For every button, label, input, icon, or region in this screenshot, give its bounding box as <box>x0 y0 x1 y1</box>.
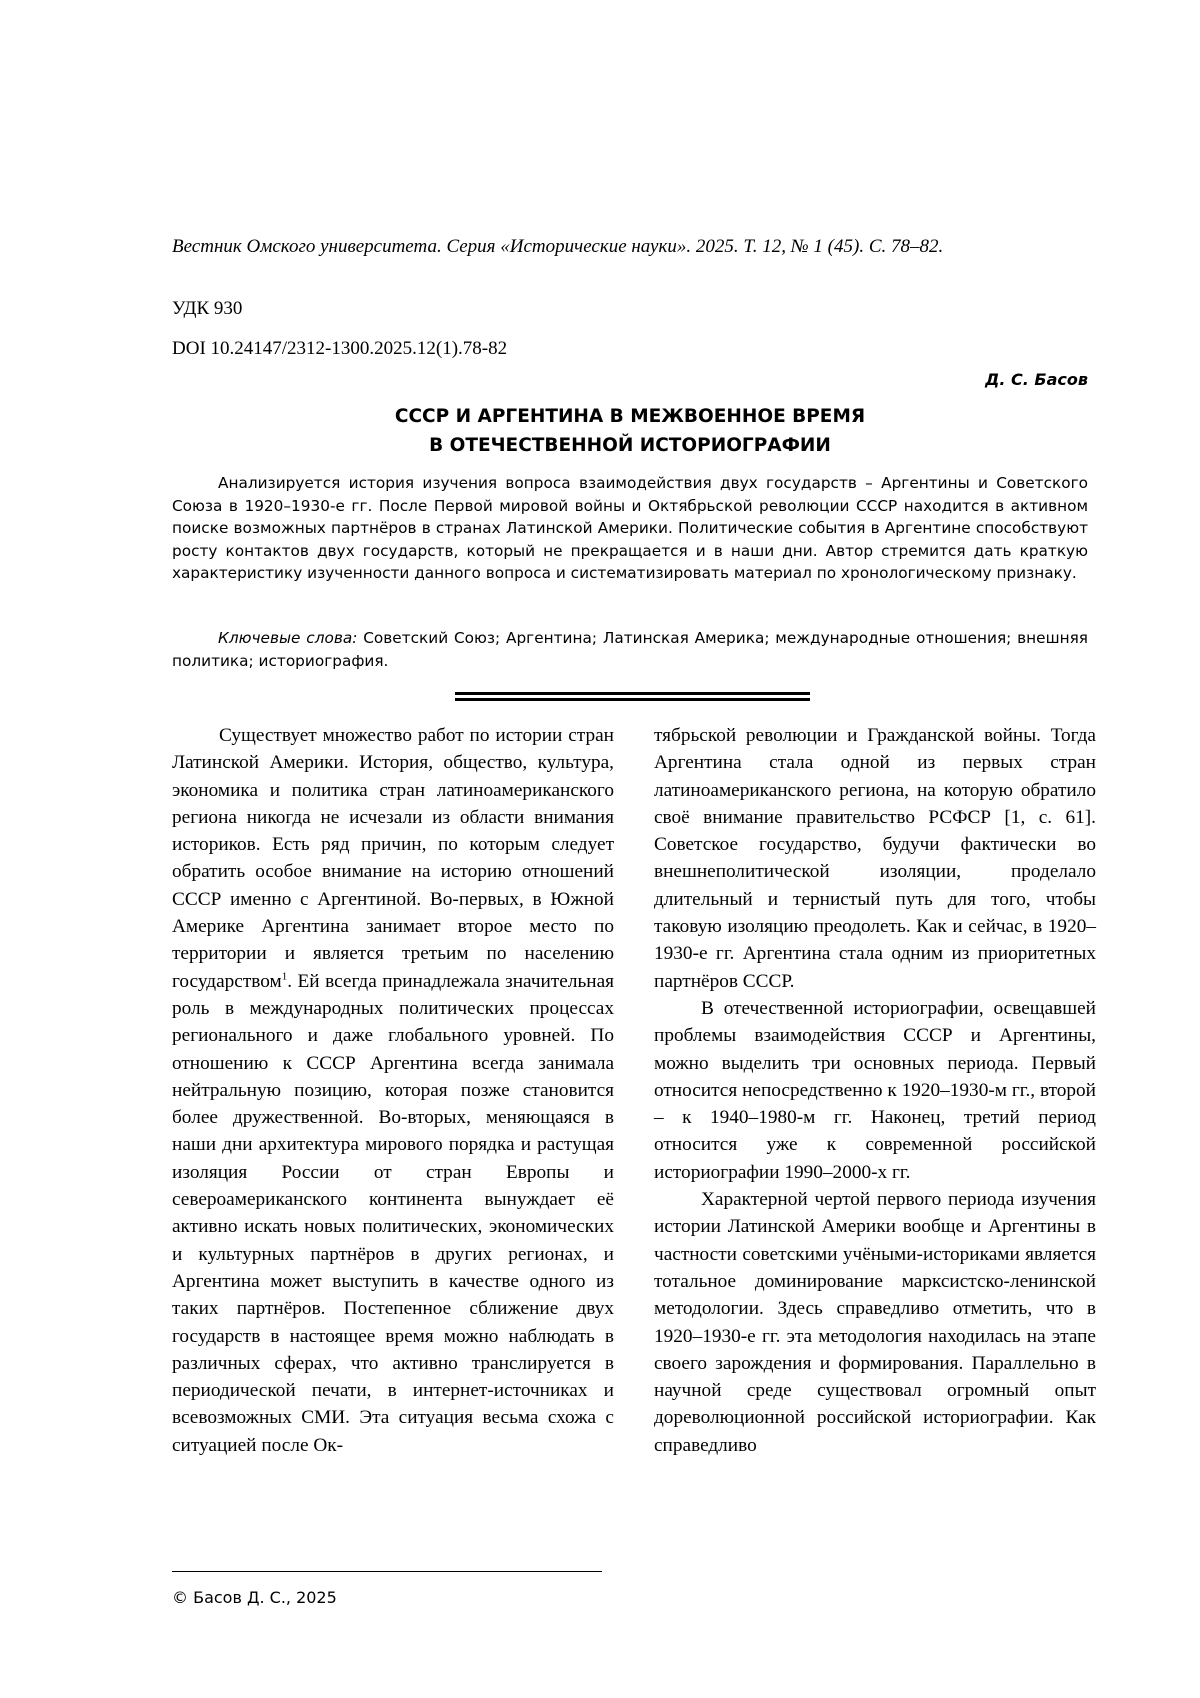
body-column-left <box>172 722 614 1459</box>
keywords <box>172 627 1088 672</box>
keywords-label: Ключевые слова: <box>218 629 358 647</box>
author-name: Д. С. Басов <box>985 370 1088 389</box>
body-paragraph: В отечественной историографии, освещавшей проблемы взаимодействия СССР и Аргентины, можно выделить три основных периода. Первый относится непосредственно к 1920–1930-м гг., второй – к 1940–1980-м гг. Наконец, третий период относится уже к современной российской историографии 1990–2000-х гг. <box>654 997 1096 1183</box>
journal-reference: Вестник Омского университета. Серия «Исторические науки». 2025. Т. 12, № 1 (45). С. 78–82. <box>172 236 944 257</box>
paragraph-text: . Ей всегда принадлежала значительная роль в международных политических процессах регионального и даже глобального уровней. По отношению к СССР Аргентина всегда занимала нейтральную позицию, которая позже становится более дружественной. Во-вторых, меняющаяся в наши дни архитектура мирового порядка и растущая изоляция России от стран Европы и североамериканского континента вынуждает её активно искать новых политических, экономических и культурных партнёров в других регионах, и Аргентина может выступить в качестве одного из таких партнёров. Постепенное сближение двух государств в настоящее время можно наблюдать в различных сферах, что активно транслируется в периодической печати, в интернет-источниках и всевозможных СМИ. Эта ситуация весьма схожа с ситуацией после Ок- <box>172 970 614 1456</box>
article-title-line-1: СССР И АРГЕНТИНА В МЕЖВОЕННОЕ ВРЕМЯ <box>394 406 866 427</box>
abstract: Анализируется история изучения вопроса взаимодействия двух государств – Аргентины и Советского Союза в 1920–1930-е гг. После Первой мировой войны и Октябрьской революции СССР находится в активном поиске возможных партнёров в странах Латинской Америки. Политические события в Аргентине способствуют росту контактов двух государств, который не прекращается и в наши дни. Автор стремится дать краткую характеристику изученности данного вопроса и систематизировать материал по хронологическому признаку. <box>172 474 1088 583</box>
doi: DOI 10.24147/2312-1300.2025.12(1).78-82 <box>172 338 508 359</box>
copyright-notice: © Басов Д. С., 2025 <box>172 1588 337 1607</box>
section-separator <box>455 692 810 701</box>
body-paragraph: Характерной чертой первого периода изучения истории Латинской Америки вообще и Аргентины в частности советскими учёными-историками является тотальное доминирование марксистско-ленинской методологии. Здесь справедливо отметить, что в 1920–1930-е гг. эта методология находилась на этапе своего зарождения и формирования. Параллельно в научной среде существовал огромный опыт дореволюционной российской историографии. Как справедливо <box>654 1189 1096 1456</box>
body-paragraph <box>172 722 614 1459</box>
article-title <box>172 402 1088 460</box>
footnote-marker: 1 <box>281 970 288 983</box>
article-title-line-2: В ОТЕЧЕСТВЕННОЙ ИСТОРИОГРАФИИ <box>429 435 831 456</box>
udk-code: УДК 930 <box>172 298 243 319</box>
footnote-divider <box>172 1571 602 1572</box>
body-column-right <box>654 722 1096 1459</box>
keywords-text: Советский Союз; Аргентина; Латинская Америка; международные отношения; внешняя политика; историография. <box>172 629 1088 670</box>
body-paragraph-continued: тябрьской революции и Гражданской войны. Тогда Аргентина стала одной из первых стран латиноамериканского региона, на которую обратило своё внимание правительство РСФСР [1, с. 61]. Советское государство, будучи фактически во внешнеполитической изоляции, проделало длительный и тернистый путь для того, чтобы таковую изоляцию преодолеть. Как и сейчас, в 1920–1930-е гг. Аргентина стала одним из приоритетных партнёров СССР. <box>654 725 1096 992</box>
paragraph-text: Существует множество работ по истории стран Латинской Америки. История, общество, культура, экономика и политика стран латиноамериканского региона никогда не исчезали из области внимания историков. Есть ряд причин, по которым следует обратить особое внимание на историю отношений СССР именно с Аргентиной. Во-первых, в Южной Америке Аргентина занимает второе место по территории и является третьим по населению государством <box>172 725 614 992</box>
